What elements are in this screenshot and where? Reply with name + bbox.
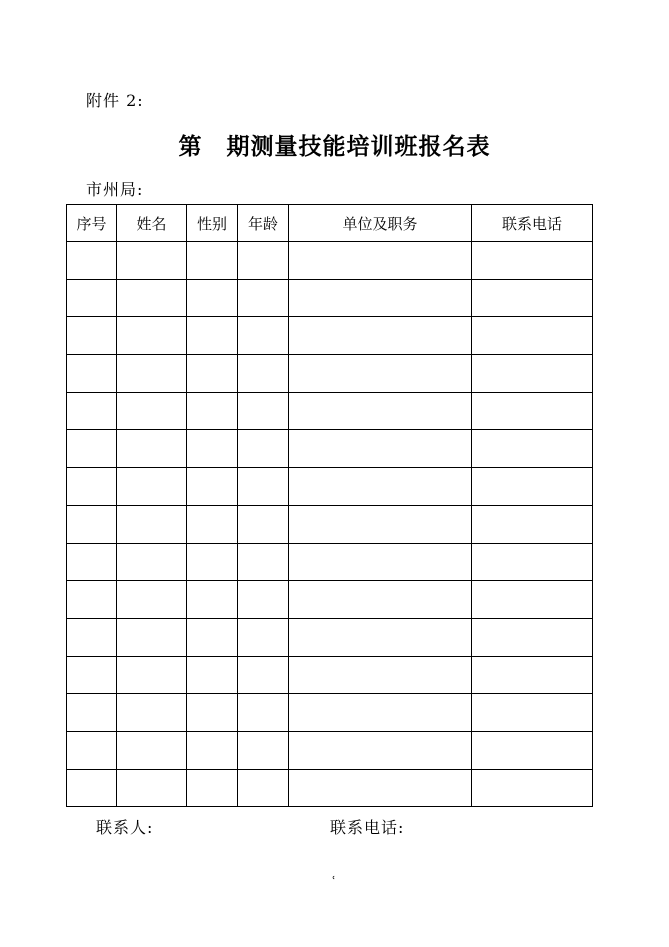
- cell-age[interactable]: [238, 430, 289, 468]
- cell-unit-position[interactable]: [289, 656, 472, 694]
- cell-name[interactable]: [117, 543, 187, 581]
- cell-unit-position[interactable]: [289, 355, 472, 393]
- title-prefix: 第: [178, 133, 203, 160]
- table-row: [67, 581, 593, 619]
- cell-name[interactable]: [117, 468, 187, 506]
- cell-name[interactable]: [117, 581, 187, 619]
- cell-gender[interactable]: [187, 731, 238, 769]
- cell-phone[interactable]: [472, 543, 593, 581]
- title-main: 期测量技能培训班报名表: [226, 133, 491, 160]
- cell-phone[interactable]: [472, 656, 593, 694]
- cell-gender[interactable]: [187, 317, 238, 355]
- cell-gender[interactable]: [187, 355, 238, 393]
- cell-unit-position[interactable]: [289, 392, 472, 430]
- cell-phone[interactable]: [472, 430, 593, 468]
- cell-gender[interactable]: [187, 769, 238, 807]
- column-header-age: 年龄: [238, 205, 289, 242]
- cell-phone[interactable]: [472, 279, 593, 317]
- column-header-unit-position: 单位及职务: [289, 205, 472, 242]
- cell-unit-position[interactable]: [289, 317, 472, 355]
- table-header-row: [67, 205, 593, 242]
- cell-index[interactable]: [67, 543, 117, 581]
- cell-index[interactable]: [67, 505, 117, 543]
- cell-age[interactable]: [238, 618, 289, 656]
- cell-phone[interactable]: [472, 392, 593, 430]
- cell-index[interactable]: [67, 392, 117, 430]
- cell-index[interactable]: [67, 355, 117, 393]
- cell-name[interactable]: [117, 355, 187, 393]
- cell-age[interactable]: [238, 731, 289, 769]
- cell-phone[interactable]: [472, 769, 593, 807]
- cell-gender[interactable]: [187, 505, 238, 543]
- bureau-label: 市州局:: [86, 180, 144, 199]
- table-row: [67, 392, 593, 430]
- cell-age[interactable]: [238, 769, 289, 807]
- cell-age[interactable]: [238, 468, 289, 506]
- cell-age[interactable]: [238, 694, 289, 732]
- table-row: [67, 430, 593, 468]
- cell-name[interactable]: [117, 430, 187, 468]
- table-row: [67, 468, 593, 506]
- cell-gender[interactable]: [187, 279, 238, 317]
- cell-unit-position[interactable]: [289, 694, 472, 732]
- table-body: [67, 242, 593, 807]
- cell-age[interactable]: [238, 581, 289, 619]
- cell-unit-position[interactable]: [289, 543, 472, 581]
- table-row: [67, 543, 593, 581]
- cell-phone[interactable]: [472, 317, 593, 355]
- cell-gender[interactable]: [187, 242, 238, 280]
- cell-age[interactable]: [238, 505, 289, 543]
- cell-index[interactable]: [67, 242, 117, 280]
- cell-phone[interactable]: [472, 694, 593, 732]
- cell-gender[interactable]: [187, 656, 238, 694]
- cell-gender[interactable]: [187, 694, 238, 732]
- cell-index[interactable]: [67, 694, 117, 732]
- cell-unit-position[interactable]: [289, 618, 472, 656]
- table-row: [67, 317, 593, 355]
- page-title: [0, 128, 669, 161]
- cell-phone[interactable]: [472, 505, 593, 543]
- table-row: [67, 656, 593, 694]
- contact-person-label: 联系人:: [96, 818, 154, 837]
- table-row: [67, 769, 593, 807]
- cell-name[interactable]: [117, 505, 187, 543]
- cell-index[interactable]: [67, 430, 117, 468]
- cell-index[interactable]: [67, 317, 117, 355]
- cell-index[interactable]: [67, 656, 117, 694]
- table-row: [67, 242, 593, 280]
- cell-unit-position[interactable]: [289, 581, 472, 619]
- cell-unit-position[interactable]: [289, 468, 472, 506]
- cell-phone[interactable]: [472, 581, 593, 619]
- cell-name[interactable]: [117, 317, 187, 355]
- registration-table: [66, 204, 593, 807]
- contact-phone-label: 联系电话:: [330, 818, 405, 837]
- cell-index[interactable]: [67, 468, 117, 506]
- cell-age[interactable]: [238, 392, 289, 430]
- cell-unit-position[interactable]: [289, 430, 472, 468]
- cell-unit-position[interactable]: [289, 769, 472, 807]
- table-row: [67, 731, 593, 769]
- cell-unit-position[interactable]: [289, 242, 472, 280]
- cell-phone[interactable]: [472, 355, 593, 393]
- column-header-name: 姓名: [117, 205, 187, 242]
- cell-age[interactable]: [238, 317, 289, 355]
- table-row: [67, 505, 593, 543]
- table-row: [67, 355, 593, 393]
- cell-age[interactable]: [238, 543, 289, 581]
- table-row: [67, 618, 593, 656]
- cell-age[interactable]: [238, 355, 289, 393]
- cell-name[interactable]: [117, 694, 187, 732]
- cell-age[interactable]: [238, 279, 289, 317]
- cell-gender[interactable]: [187, 618, 238, 656]
- cell-age[interactable]: [238, 242, 289, 280]
- cell-name[interactable]: [117, 242, 187, 280]
- cell-index[interactable]: [67, 581, 117, 619]
- cell-phone[interactable]: [472, 618, 593, 656]
- cell-unit-position[interactable]: [289, 731, 472, 769]
- cell-phone[interactable]: [472, 731, 593, 769]
- table-row: [67, 279, 593, 317]
- cell-name[interactable]: [117, 392, 187, 430]
- cell-index[interactable]: [67, 769, 117, 807]
- cell-name[interactable]: [117, 618, 187, 656]
- cell-unit-position[interactable]: [289, 279, 472, 317]
- cell-index[interactable]: [67, 279, 117, 317]
- cell-gender[interactable]: [187, 543, 238, 581]
- cell-phone[interactable]: [472, 468, 593, 506]
- cell-unit-position[interactable]: [289, 505, 472, 543]
- cell-gender[interactable]: [187, 581, 238, 619]
- cell-name[interactable]: [117, 731, 187, 769]
- column-header-index: 序号: [67, 205, 117, 242]
- column-header-phone: 联系电话: [472, 205, 593, 242]
- table-row: [67, 694, 593, 732]
- cell-name[interactable]: [117, 279, 187, 317]
- cell-age[interactable]: [238, 656, 289, 694]
- page-mark: ʿ: [332, 874, 336, 888]
- cell-phone[interactable]: [472, 242, 593, 280]
- cell-index[interactable]: [67, 618, 117, 656]
- column-header-gender: 性别: [187, 205, 238, 242]
- cell-name[interactable]: [117, 769, 187, 807]
- cell-name[interactable]: [117, 656, 187, 694]
- cell-gender[interactable]: [187, 468, 238, 506]
- cell-index[interactable]: [67, 731, 117, 769]
- cell-gender[interactable]: [187, 430, 238, 468]
- attachment-label: 附件 2:: [86, 91, 144, 110]
- cell-gender[interactable]: [187, 392, 238, 430]
